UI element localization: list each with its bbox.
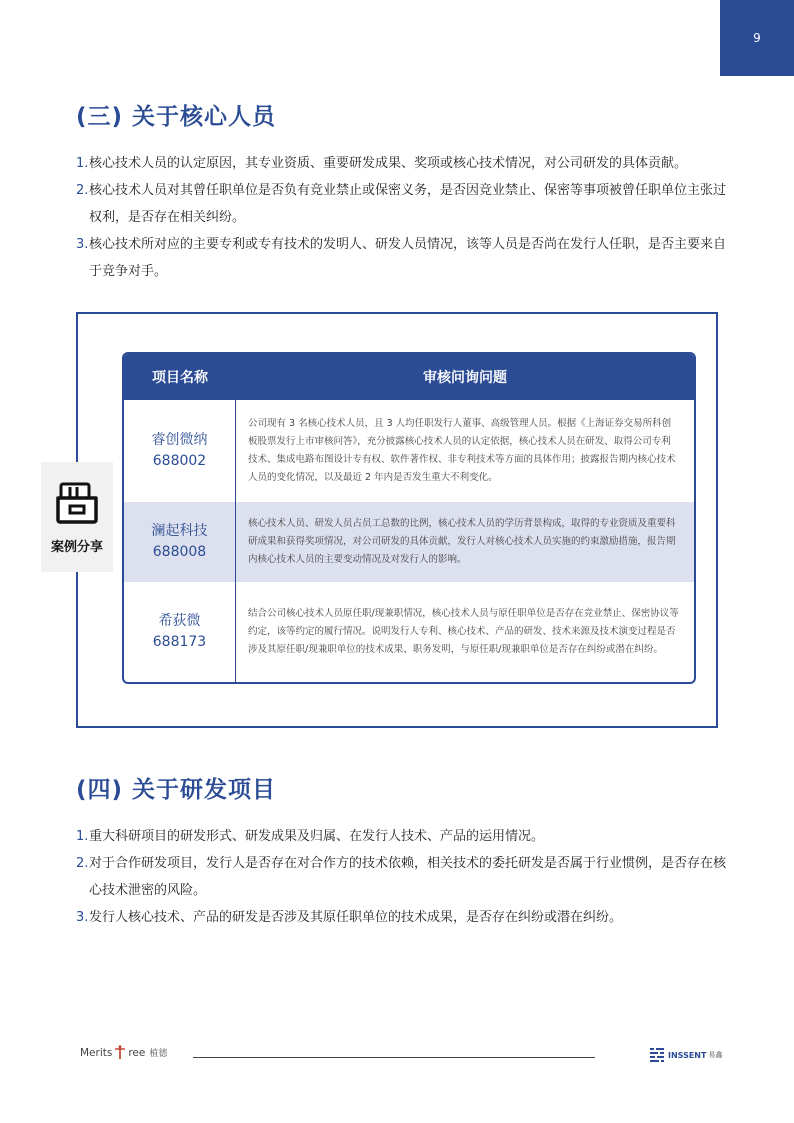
rd-projects-question-list: [76, 823, 726, 931]
project-name: 澜起科技: [151, 523, 208, 539]
page-number: 9: [753, 31, 761, 45]
logo-text-inssent-cn: 易鑫: [708, 1051, 723, 1059]
question-cell: 结合公司核心技术人员原任职/现兼职情况，核心技术人员与原任职单位是否存在竞业禁止、保密协议等约定，该等约定的履行情况。说明发行人专利、核心技术、产品的研发、技术来源及技术演变过程是否涉及其原任职/现兼职单位的技术成果、职务发明，与原任职/现兼职单位是否存在纠纷或潜在纠纷。: [248, 608, 679, 655]
list-item-number: 1.: [76, 829, 89, 844]
case-table: [122, 352, 696, 684]
project-code: 688002: [152, 453, 207, 469]
project-cell: [124, 502, 236, 582]
list-item-text: 发行人核心技术、产品的研发是否涉及其原任职单位的技术成果，是否存在纠纷或潜在纠纷。: [89, 910, 623, 925]
inssent-logo: [650, 1047, 722, 1063]
list-item: [76, 231, 726, 285]
list-item-text: 对于合作研发项目，发行人是否存在对合作方的技术依赖，相关技术的委托研发是否属于行业惯例，是否存在核心技术泄密的风险。: [89, 856, 727, 898]
list-item: [76, 850, 726, 904]
section-title-core-personnel: (三) 关于核心人员: [76, 104, 277, 130]
project-cell: [124, 400, 236, 502]
section-title-rd-projects: (四) 关于研发项目: [76, 777, 277, 803]
list-item-text: 重大科研项目的研发形式、研发成果及归属、在发行人技术、产品的运用情况。: [89, 829, 545, 844]
table-row: [124, 502, 694, 582]
project-name: 睿创微纳: [151, 432, 208, 448]
case-share-label: 案例分享: [50, 540, 103, 555]
list-item-number: 2.: [76, 856, 89, 871]
page-number-box: [720, 0, 794, 76]
project-cell: [124, 582, 236, 682]
logo-text-merits: Merits: [80, 1047, 113, 1059]
inssent-mark-icon: [650, 1047, 664, 1063]
list-item-number: 3.: [76, 237, 89, 252]
list-item-text: 核心技术人员对其曾任职单位是否负有竞业禁止或保密义务，是否因竞业禁止、保密等事项被曾任职单位主张过权利，是否存在相关纠纷。: [89, 183, 727, 225]
question-cell: 公司现有 3 名核心技术人员，且 3 人均任职发行人董事、高级管理人员。根据《上海证券交易所科创板股票发行上市审核问答》，充分披露核心技术人员的认定依据，核心技术人员在研发、取得公司专利技术、集成电路布图设计专有权、软件著作权、非专利技术等方面的具体作用；披露报告期内核心技术人员的变化情况，以及最近 2 年内是否发生重大不利变化。: [248, 418, 676, 483]
list-item: [76, 823, 726, 850]
case-share-tag: [41, 462, 113, 572]
logo-text-cn: 植德: [149, 1049, 168, 1059]
list-item: [76, 150, 726, 177]
table-row: [124, 582, 694, 682]
list-item: [76, 177, 726, 231]
list-item-text: 核心技术人员的认定原因，其专业资质、重要研发成果、奖项或核心技术情况，对公司研发的具体贡献。: [89, 156, 688, 171]
list-item-number: 3.: [76, 910, 89, 925]
logo-text-ree: ree: [128, 1047, 146, 1059]
project-name: 希荻微: [158, 613, 201, 629]
list-item-text: 核心技术所对应的主要专利或专有技术的发明人、研发人员情况，该等人员是否尚在发行人任职，是否主要来自于竞争对手。: [89, 237, 727, 279]
folder-file-icon: [54, 480, 100, 526]
table-header: [124, 354, 694, 400]
footer-divider: [193, 1057, 595, 1058]
list-item-number: 1.: [76, 156, 89, 171]
core-personnel-question-list: [76, 150, 726, 285]
logo-text-inssent: INSSENT: [668, 1050, 707, 1060]
project-code: 688173: [152, 634, 207, 650]
table-row: [124, 400, 694, 502]
header-project-name: 项目名称: [152, 370, 208, 386]
question-cell: 核心技术人员、研发人员占员工总数的比例，核心技术人员的学历背景构成，取得的专业资质及重要科研成果和获得奖项情况，对公司研发的具体贡献，发行人对核心技术人员实施的约束激励措施，报告期内核心技术人员的主要变动情况及对发行人的影响。: [248, 518, 676, 565]
list-item: [76, 904, 726, 931]
merits-tree-logo: [80, 1045, 167, 1059]
list-item-number: 2.: [76, 183, 89, 198]
tree-icon: [113, 1045, 127, 1059]
header-review-questions: 审核问询问题: [423, 370, 507, 386]
project-code: 688008: [152, 544, 207, 560]
